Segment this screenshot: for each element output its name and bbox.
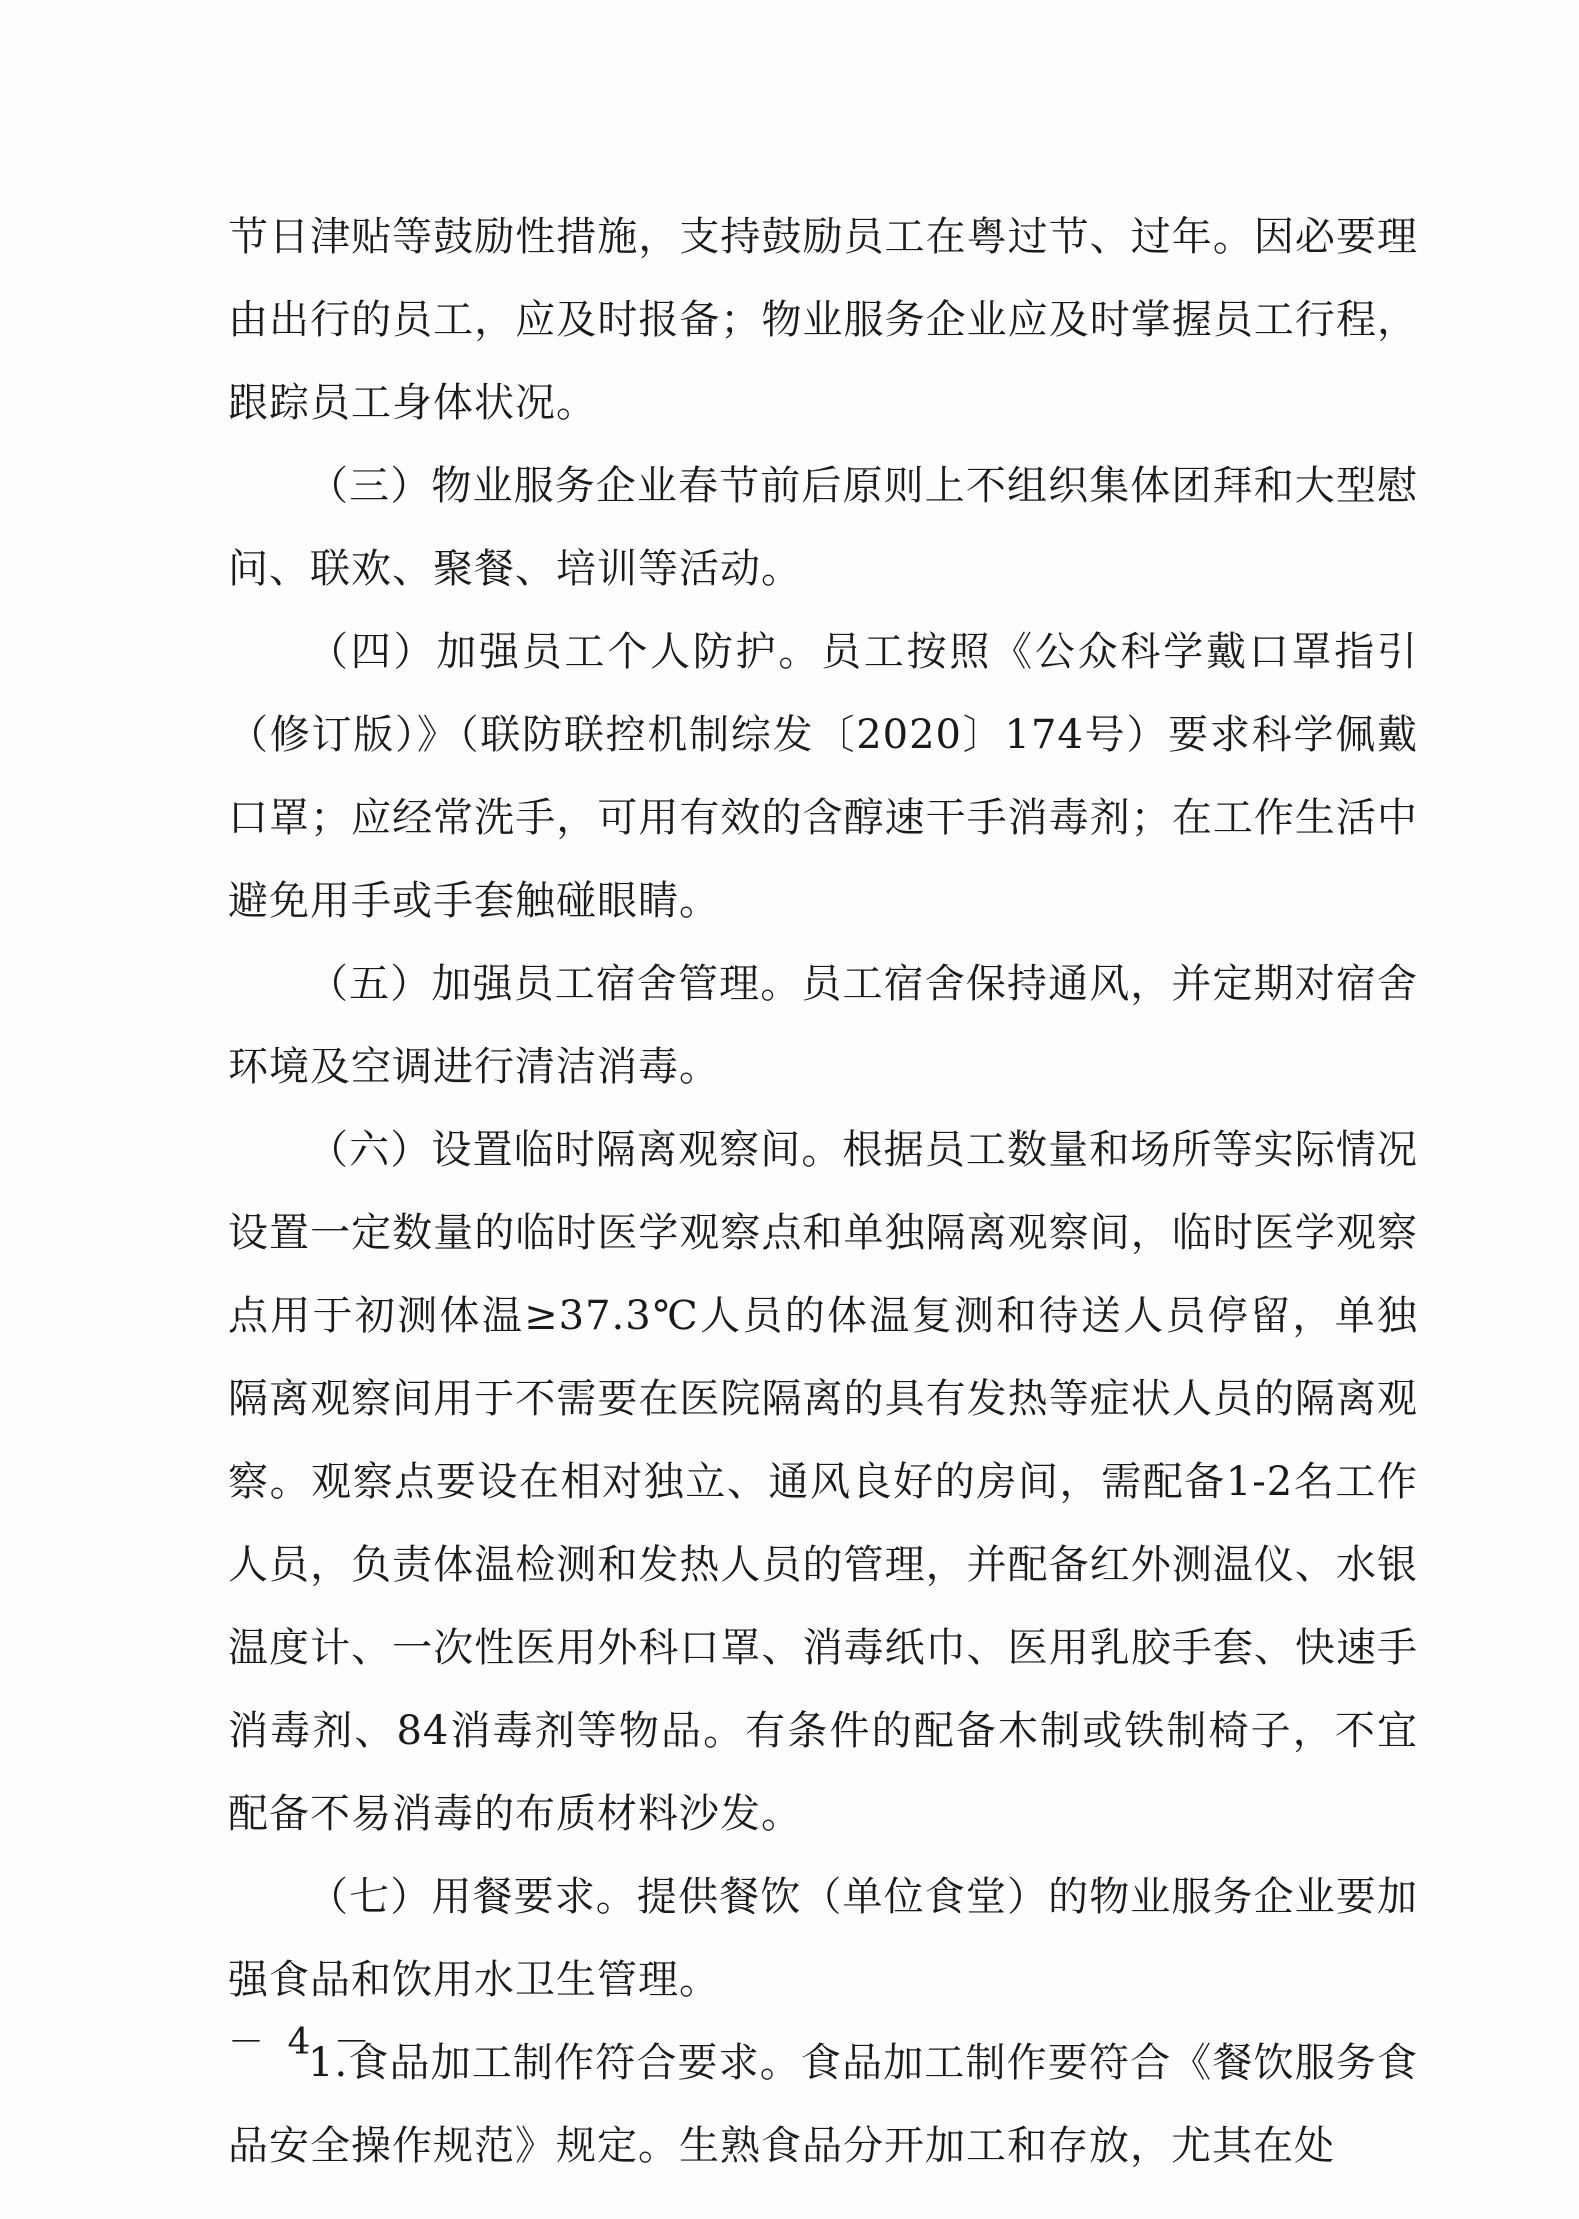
paragraph-item-5: （五）加强员工宿舍管理。员工宿舍保持通风，并定期对宿舍环境及空调进行清洁消毒。 xyxy=(228,961,1418,1090)
page-number: － 4 － xyxy=(228,2022,376,2063)
paragraph-item-3: （三）物业服务企业春节前后原则上不组织集体团拜和大型慰问、联欢、聚餐、培训等活动。 xyxy=(228,463,1418,592)
paragraph-item-7-1: 1.食品加工制作符合要求。食品加工制作要符合《餐饮服务食品安全操作规范》规定。生熟食品分开加工和存放，尤其在处 xyxy=(228,2040,1418,2169)
paragraph-item-6: （六）设置临时隔离观察间。根据员工数量和场所等实际情况设置一定数量的临时医学观察点和单独隔离观察间，临时医学观察点用于初测体温≥37.3℃人员的体温复测和待送人员停留，单独隔离观察间用于不需要在医院隔离的具有发热等症状人员的隔离观察。观察点要设在相对独立、通风良好的房间，需配备1-2名工作人员，负责体温检测和发热人员的管理，并配备红外测温仪、水银温度计、一次性医用外科口罩、消毒纸巾、医用乳胶手套、快速手消毒剂、84消毒剂等物品。有条件的配备木制或铁制椅子，不宜配备不易消毒的布质材料沙发。 xyxy=(228,1127,1418,1837)
paragraph-continuation: 节日津贴等鼓励性措施，支持鼓励员工在粤过节、过年。因必要理由出行的员工，应及时报备；物业服务企业应及时掌握员工行程，跟踪员工身体状况。 xyxy=(228,214,1418,426)
paragraph-item-7: （七）用餐要求。提供餐饮（单位食堂）的物业服务企业要加强食品和饮用水卫生管理。 xyxy=(228,1874,1418,2003)
document-body xyxy=(228,196,1418,2188)
paragraph-item-4: （四）加强员工个人防护。员工按照《公众科学戴口罩指引（修订版）》（联防联控机制综发〔2020〕174号）要求科学佩戴口罩；应经常洗手，可用有效的含醇速干手消毒剂；在工作生活中避免用手或手套触碰眼睛。 xyxy=(228,629,1418,924)
